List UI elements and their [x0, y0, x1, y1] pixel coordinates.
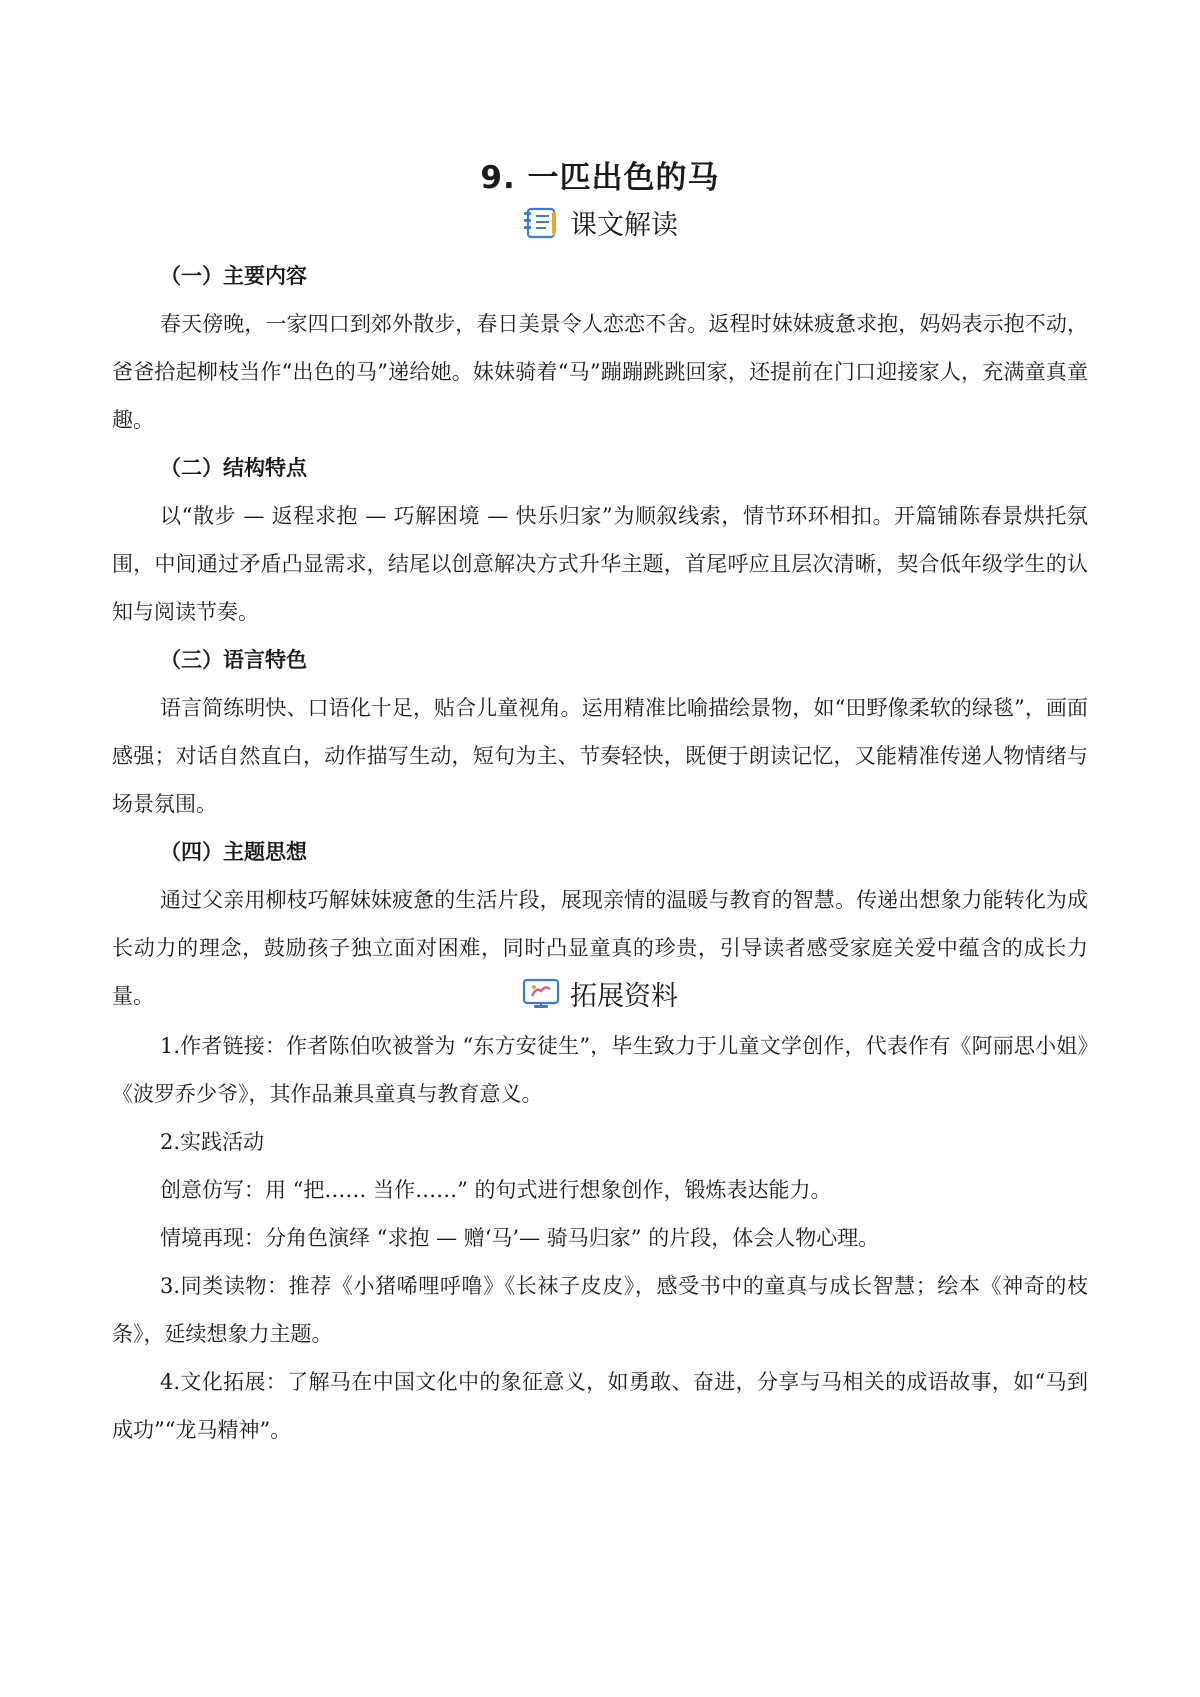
- paragraph-theme: 通过父亲用柳枝巧解妹妹疲惫的生活片段，展现亲情的温暖与教育的智慧。传递出想象力能转化为成长动力的理念，鼓励孩子独立面对困难，同时凸显童真的珍贵，引导读者感受家庭关爱中蕴含的成长力量。: [112, 888, 1088, 1008]
- line-creative-writing: 创意仿写：用 “把…… 当作……” 的句式进行想象创作，锻炼表达能力。: [160, 1178, 832, 1202]
- subtitle-language: （三）语言特色: [160, 648, 307, 672]
- reading-content: [112, 252, 1088, 1020]
- line-culture-extension: 4.文化拓展：了解马在中国文化中的象征意义，如勇敢、奋进，分享与马相关的成语故事，如“马到成功”“龙马精神”。: [112, 1370, 1088, 1442]
- line-role-play: 情境再现：分角色演绎 “求抱 — 赠‘马’— 骑马归家” 的片段，体会人物心理。: [160, 1226, 880, 1250]
- notebook-icon: [522, 206, 560, 240]
- section-heading-extension: [0, 974, 1200, 1013]
- section-heading-reading: [0, 203, 1200, 242]
- subtitle-theme: （四）主题思想: [160, 840, 307, 864]
- line-author-link: 1.作者链接：作者陈伯吹被誉为 “东方安徒生”，毕生致力于儿童文学创作，代表作有《阿丽思小姐》《波罗乔少爷》，其作品兼具童真与教育意义。: [112, 1034, 1088, 1106]
- line-similar-reading: 3.同类读物：推荐《小猪唏哩呼噜》《长袜子皮皮》，感受书中的童真与成长智慧；绘本《神奇的枝条》，延续想象力主题。: [112, 1274, 1088, 1346]
- paragraph-language: 语言简练明快、口语化十足，贴合儿童视角。运用精准比喻描绘景物，如“田野像柔软的绿毯”，画面感强；对话自然直白，动作描写生动，短句为主、节奏轻快，既便于朗读记忆，又能精准传递人物情绪与场景氛围。: [112, 696, 1088, 816]
- section-heading-label: 拓展资料: [570, 981, 678, 1012]
- monitor-icon: [522, 977, 560, 1011]
- paragraph-structure: 以“散步 — 返程求抱 — 巧解困境 — 快乐归家”为顺叙线索，情节环环相扣。开篇铺陈春景烘托氛围，中间通过矛盾凸显需求，结尾以创意解决方式升华主题，首尾呼应且层次清晰，契合低年级学生的认知与阅读节奏。: [112, 504, 1088, 624]
- extension-content: [112, 1022, 1088, 1454]
- page-title: 9. 一匹出色的马: [480, 160, 720, 196]
- section-heading-label: 课文解读: [570, 210, 678, 241]
- line-practice-activity: 2.实践活动: [160, 1130, 265, 1154]
- subtitle-structure: （二）结构特点: [160, 456, 307, 480]
- subtitle-main-content: （一）主要内容: [160, 264, 307, 288]
- paragraph-main-content: 春天傍晚，一家四口到郊外散步，春日美景令人恋恋不舍。返程时妹妹疲惫求抱，妈妈表示抱不动，爸爸拾起柳枝当作“出色的马”递给她。妹妹骑着“马”蹦蹦跳跳回家，还提前在门口迎接家人，充满童真童趣。: [112, 312, 1088, 432]
